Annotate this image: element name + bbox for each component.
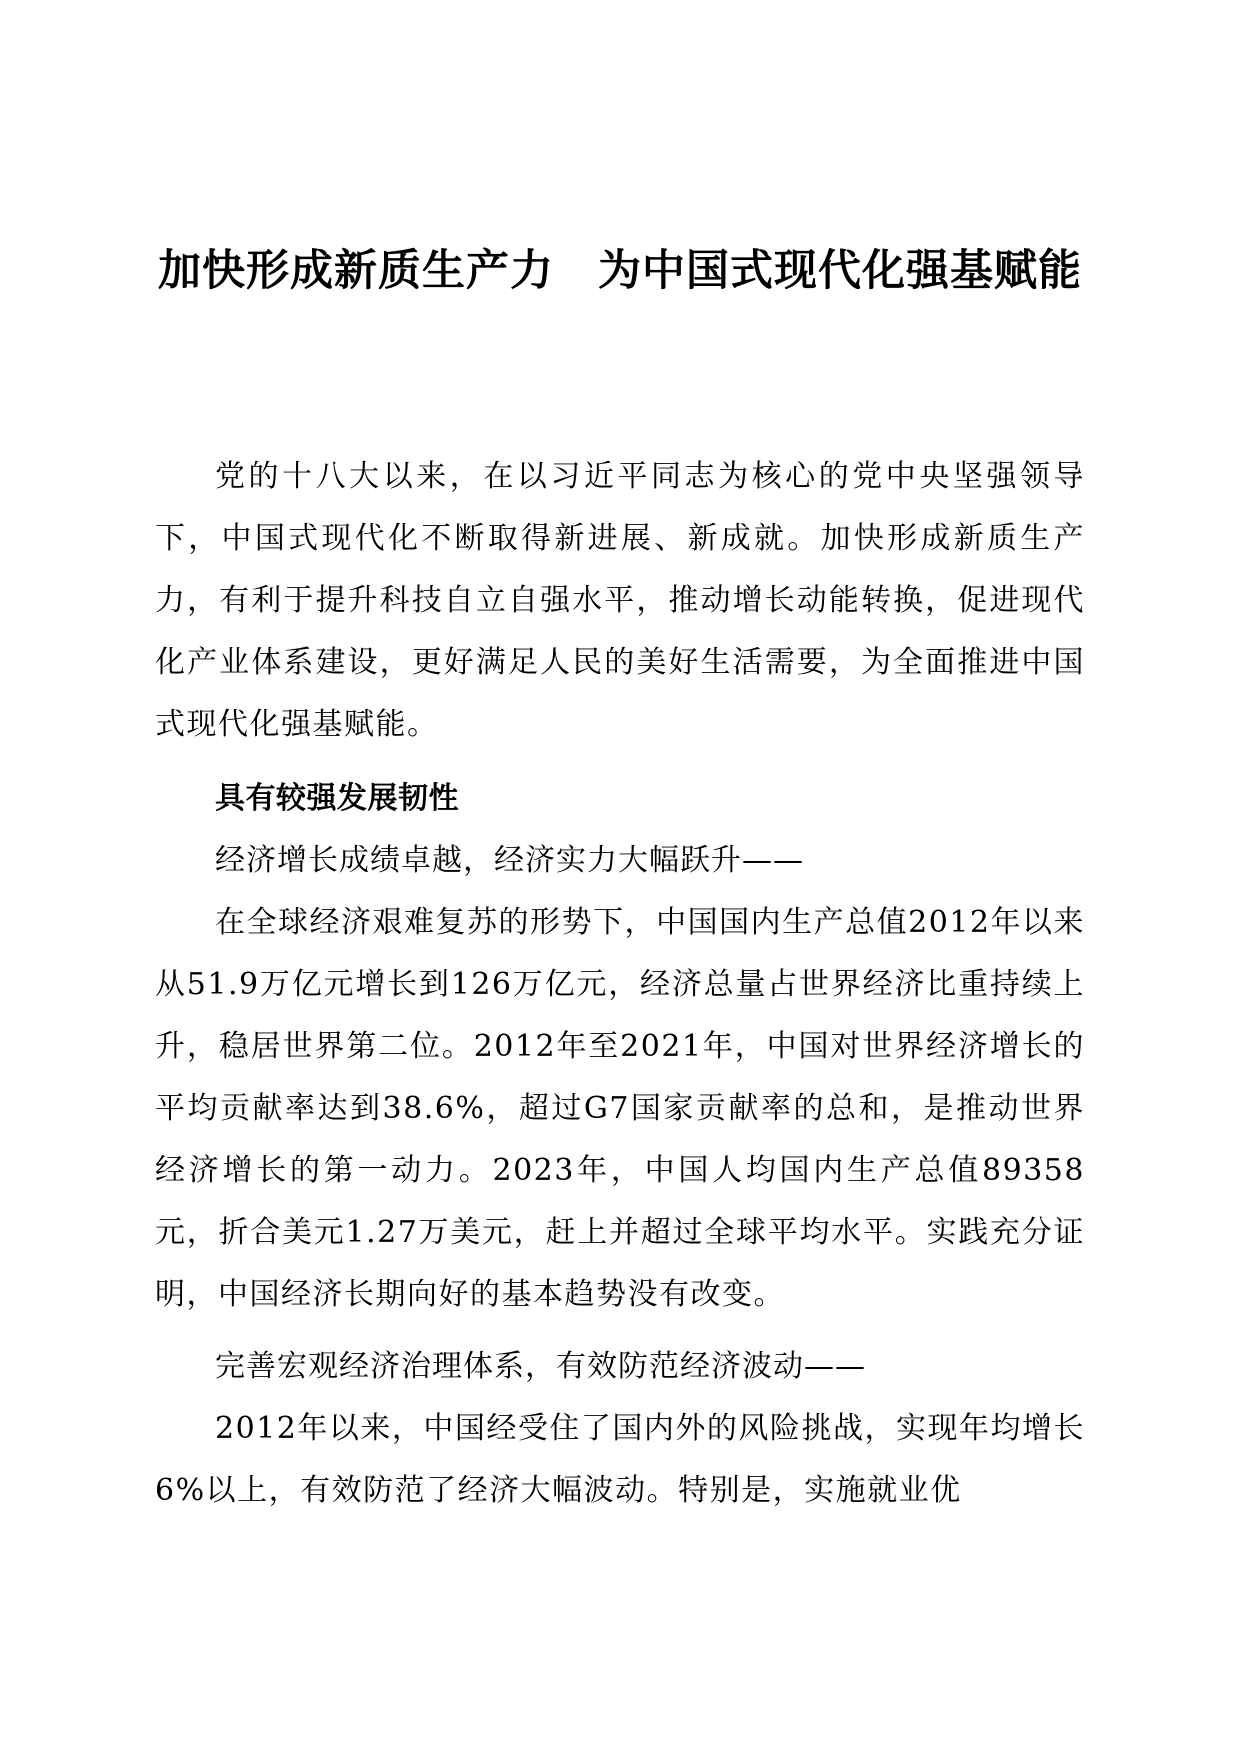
subheading-macro-governance: 完善宏观经济治理体系，有效防范经济波动——	[215, 1349, 866, 1384]
paragraph-economic-growth: 在全球经济艰难复苏的形势下，中国国内生产总值2012年以来从51.9万亿元增长到126万亿元，经济总量占世界经济比重持续上升，稳居世界第二位。2012年至2021年，中国对世界经济增长的平均贡献率达到38.6%，超过G7国家贡献率的总和，是推动世界经济增长的第一动力。2023年，中国人均国内生产总值89358元，折合美元1.27万美元，赶上并超过全球平均水平。实践充分证明，中国经济长期向好的基本趋势没有改变。	[155, 905, 1085, 1312]
section-heading: 具有较强发展韧性	[215, 781, 459, 816]
subheading-economic-growth: 经济增长成绩卓越，经济实力大幅跃升——	[215, 843, 804, 878]
document-title: 加快形成新质生产力 为中国式现代化强基赋能	[158, 246, 1082, 296]
intro-paragraph: 党的十八大以来，在以习近平同志为核心的党中央坚强领导下，中国式现代化不断取得新进展、新成就。加快形成新质生产力，有利于提升科技自立自强水平，推动增长动能转换，促进现代化产业体系建设，更好满足人民的美好生活需要，为全面推进中国式现代化强基赋能。	[155, 459, 1085, 742]
paragraph-macro-governance: 2012年以来，中国经受住了国内外的风险挑战，实现年均增长6%以上，有效防范了经济大幅波动。特别是，实施就业优	[155, 1411, 1085, 1508]
